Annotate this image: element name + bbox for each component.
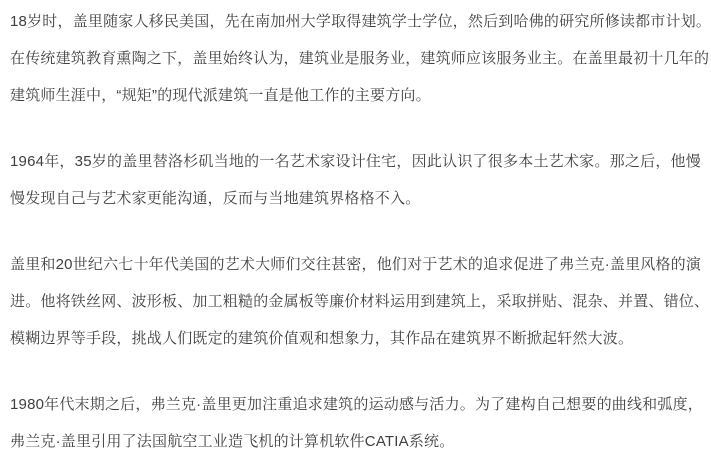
text-line: 慢发现自己与艺术家更能沟通，反而与当地建筑界格格不入。 <box>10 190 421 207</box>
text-line: 建筑师生涯中，“规矩”的现代派建筑一直是他工作的主要方向。 <box>10 87 431 104</box>
paragraph-1964-artists <box>10 143 701 217</box>
paragraph-1980s-catia <box>10 386 701 460</box>
text-line: 1964年，35岁的盖里替洛杉矶当地的一名艺术家设计住宅，因此认识了很多本土艺术家。那之后，他慢 <box>10 153 701 170</box>
text-line: 进。他将铁丝网、波形板、加工粗糙的金属板等廉价材料运用到建筑上，采取拼贴、混杂、并置、错位、 <box>10 293 710 310</box>
paragraph-biography-education <box>10 3 711 114</box>
paragraph-style-evolution <box>10 246 710 357</box>
text-line: 在传统建筑教育熏陶之下，盖里始终认为，建筑业是服务业，建筑师应该服务业主。在盖里最初十几年的 <box>10 50 710 67</box>
text-line: 模糊边界等手段，挑战人们既定的建筑价值观和想象力，其作品在建筑界不断掀起轩然大波。 <box>10 330 634 347</box>
text-line: 盖里和20世纪六七十年代美国的艺术大师们交往甚密，他们对于艺术的追求促进了弗兰克·盖里风格的演 <box>10 256 702 273</box>
text-line: 弗兰克·盖里引用了法国航空工业造飞机的计算机软件CATIA系统。 <box>10 433 455 450</box>
text-line: 18岁时，盖里随家人移民美国，先在南加州大学取得建筑学士学位，然后到哈佛的研究所修读都市计划。 <box>10 13 711 30</box>
text-line: 1980年代末期之后，弗兰克·盖里更加注重追求建筑的运动感与活力。为了建构自己想要的曲线和弧度， <box>10 396 703 413</box>
